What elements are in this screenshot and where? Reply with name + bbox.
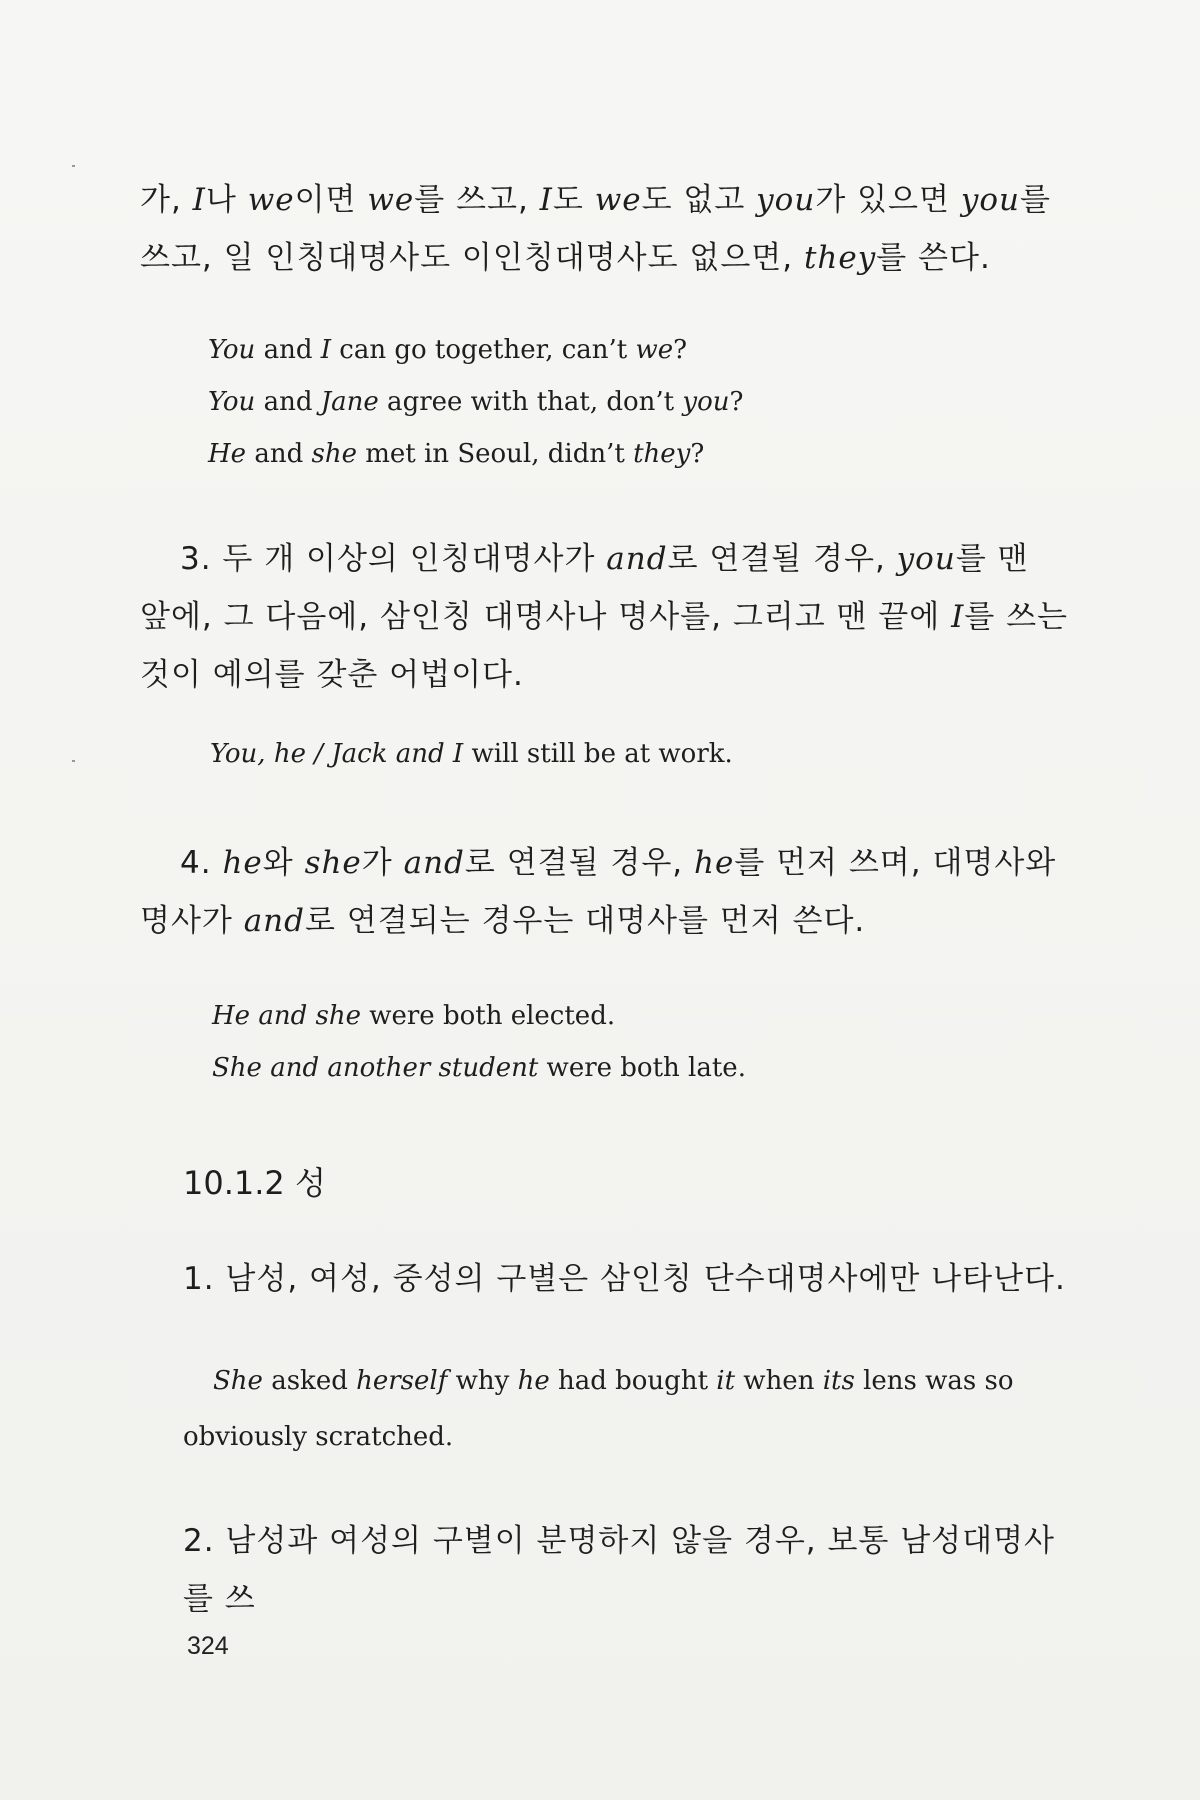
rule-text: 4. he와 she가 and로 연결될 경우, he를 먼저 쓰며, 대명사와 명사가 and로 연결되는 경우는 대명사를 먼저 쓴다.: [140, 845, 1057, 939]
rule-3: [140, 530, 1070, 704]
gender-rule-2: [183, 1512, 1073, 1628]
example-sentence: He and she were both elected.: [212, 1001, 616, 1031]
paragraph-text: 가, I나 we이면 we를 쓰고, I도 we도 없고 you가 있으면 you를 쓰고, 일 인칭대명사도 이인칭대명사도 없으면, they를 쓴다.: [140, 182, 1051, 276]
rule-4: [140, 834, 1070, 950]
example-group: [208, 324, 1068, 480]
example-group: [212, 990, 1072, 1094]
gender-rule-1: [183, 1250, 1073, 1308]
paragraph-continuation: [140, 171, 1070, 287]
example-sentence: He and she met in Seoul, didn’t they?: [208, 439, 705, 469]
example-sentence: You and I can go together, can’t we?: [208, 335, 688, 365]
section-heading: [183, 1158, 1113, 1204]
example-group: [210, 728, 1070, 780]
example-sentence: You and Jane agree with that, don’t you?: [208, 387, 744, 417]
example-sentence: You, he / Jack and I will still be at work.: [210, 739, 733, 769]
rule-text: 1. 남성, 여성, 중성의 구별은 삼인칭 단수대명사에만 나타난다.: [183, 1261, 1066, 1297]
rule-text: 3. 두 개 이상의 인칭대명사가 and로 연결될 경우, you를 맨 앞에, 그 다음에, 삼인칭 대명사나 명사를, 그리고 맨 끝에 I를 쓰는 것이 예의를 갖춘 어법이다.: [140, 541, 1069, 693]
margin-mark: [72, 165, 75, 167]
example-sentence: She asked herself why he had bought it when its lens was so obviously scratched.: [183, 1366, 1014, 1452]
rule-text: 2. 남성과 여성의 구별이 분명하지 않을 경우, 보통 남성대명사를 쓰: [183, 1523, 1055, 1617]
page-number: 324: [187, 1632, 229, 1660]
section-title: 10.1.2 성: [183, 1164, 326, 1202]
example-group: [183, 1353, 1073, 1465]
margin-mark: [72, 760, 75, 762]
example-sentence: She and another student were both late.: [212, 1053, 746, 1083]
